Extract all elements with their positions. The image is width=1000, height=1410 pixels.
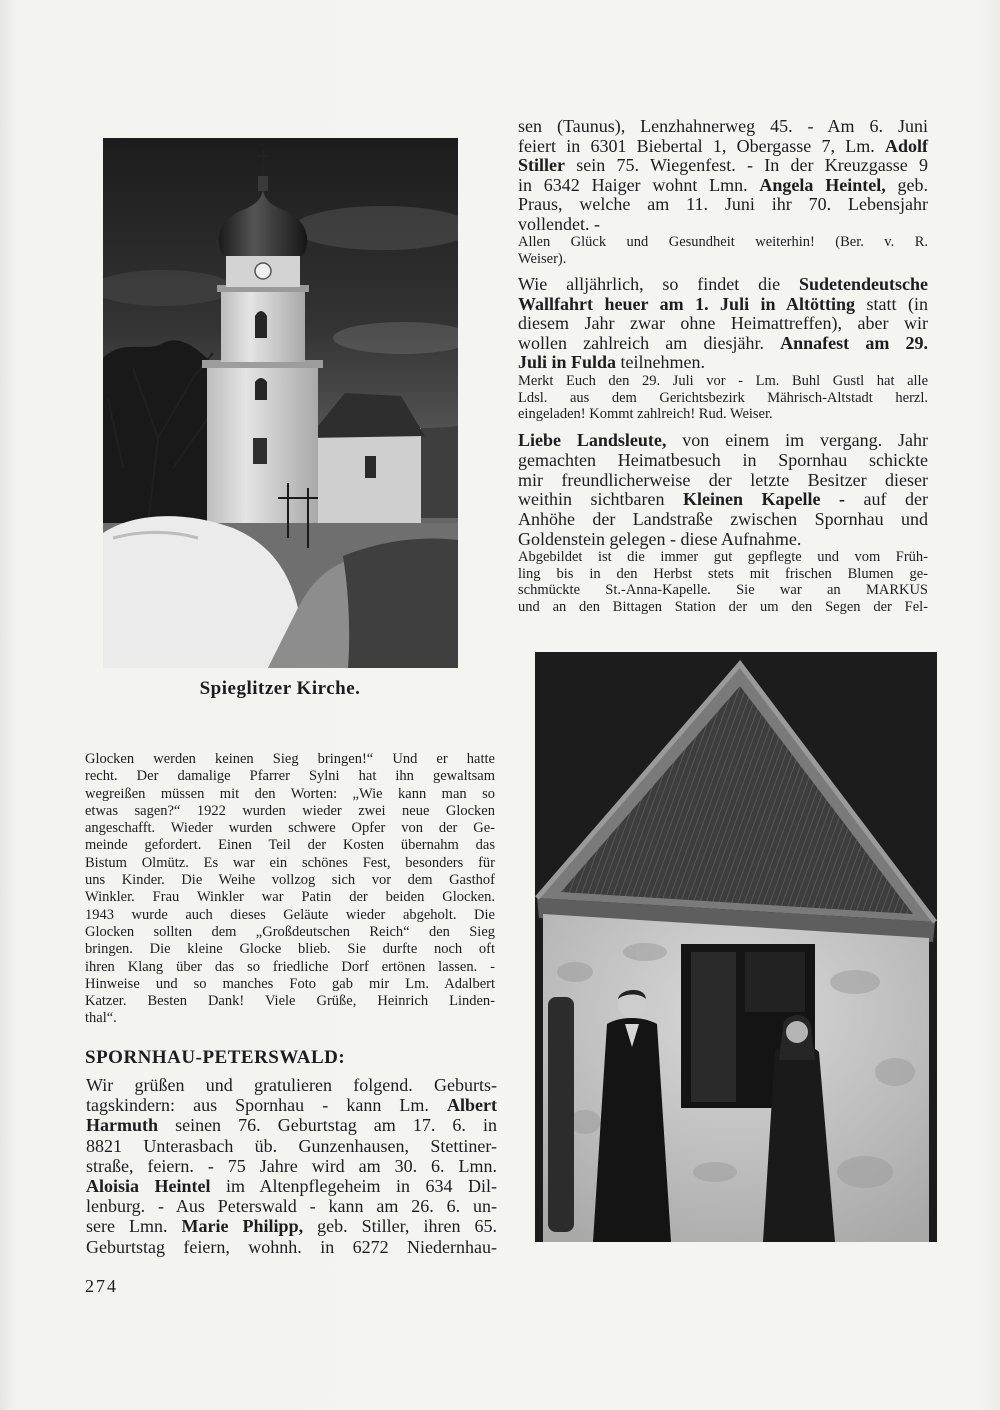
chapel-note <box>518 549 928 616</box>
text-line: straße, feiern. - 75 Jahre wird am 30. 6. Lmn. <box>86 1155 497 1176</box>
text-line <box>518 137 928 157</box>
text-line: Glocken sollten dem „Großdeutschen Reich“ den Sieg <box>85 923 495 940</box>
text-line: Anhöhe der Landstraße zwischen Spornhau und <box>518 509 928 530</box>
text-line: Glocken werden keinen Sieg bringen!“ Und er hatte <box>85 751 495 767</box>
text-line: mir freundlicherweise der letzte Besitzer dieser <box>518 469 928 490</box>
text-line: ling bis in den Herbst stets mit frischen Blumen ge- <box>518 565 928 582</box>
line-text: von einem im vergang. Jahr <box>666 430 928 450</box>
line-text: geb. Stiller, ihren 65. <box>303 1216 497 1237</box>
text-line: Ldsl. aus dem Gerichtsbezirk Mährisch-Altstadt herzl. <box>518 389 928 406</box>
bold-name: Aloisia Heintel <box>86 1176 211 1197</box>
line-text: teilnehmen. <box>616 352 706 373</box>
text-line <box>518 353 928 373</box>
pilgrimage-paragraph <box>518 275 928 373</box>
chapel-intro-paragraph <box>518 431 928 550</box>
text-line <box>86 1216 497 1236</box>
text-line: etwas sagen?“ 1922 wurden wieder zwei neue Glocken <box>85 802 495 819</box>
text-line <box>518 156 928 176</box>
clock-face <box>255 263 271 279</box>
text-line <box>518 275 928 295</box>
text-line: bringen. Die kleine Glocke blieb. Sie durfte noch oft <box>85 941 495 958</box>
birthdays-continued-paragraph <box>518 117 928 235</box>
text-line: Abgebildet ist die immer gut gepflegte und vom Früh- <box>518 549 928 565</box>
snow-foreground <box>103 516 458 668</box>
text-line: und an den Bittagen Station der um den Segen der Fel- <box>518 599 928 616</box>
text-line: Katzer. Besten Dank! Viele Grüße, Heinrich Linden- <box>85 993 495 1010</box>
bold-name: Angela Heintel, <box>759 174 886 195</box>
text-line <box>518 295 928 315</box>
line-text: in 6342 Haiger wohnt Lmn. <box>518 174 760 195</box>
text-line: Weiser). <box>518 250 567 267</box>
text-line <box>518 334 928 354</box>
text-line: Goldenstein gelegen - diese Aufnahme. <box>518 528 802 549</box>
line-text: sein 75. Wiegenfest. - In der Kreuzgasse 9 <box>565 155 928 176</box>
bold-name: Harmuth <box>86 1115 158 1136</box>
line-text: statt (in <box>855 293 928 314</box>
greeting-note <box>518 234 928 267</box>
text-line: eingeladen! Kommt zahlreich! Rud. Weiser. <box>518 406 773 423</box>
text-line: meinde gefordert. Einen Teil der Kosten übernahm das <box>85 837 495 854</box>
text-line: Merkt Euch den 29. Juli vor - Lm. Buhl Gustl hat alle <box>518 373 928 389</box>
bold-text: Liebe Landsleute, <box>518 430 667 450</box>
church-photo <box>103 138 458 668</box>
chapel-photo <box>535 652 937 1242</box>
text-line: schmückte St.-Anna-Kapelle. Sie war an MARKUS <box>518 582 928 599</box>
line-text: Wie alljährlich, so findet die <box>518 274 799 294</box>
text-line: Wir grüßen und gratulieren folgend. Geburts- <box>86 1075 497 1095</box>
pilgrimage-note <box>518 373 928 423</box>
foliage <box>548 997 574 1232</box>
text-line: vollendet. - <box>518 213 600 234</box>
text-line: angeschafft. Wieder wurden schwere Opfer von der Ge- <box>85 820 495 837</box>
text-line: Geburtstag feiern, wohnh. in 6272 Niedernhau- <box>86 1236 497 1257</box>
text-line: 1943 wurde auch dieses Geläute wieder abgeholt. Die <box>85 906 495 923</box>
text-line: Praus, welche am 11. Juni ihr 70. Lebensjahr <box>518 194 928 215</box>
line-text: auf der <box>845 489 928 510</box>
text-line <box>518 490 928 510</box>
line-text: tagskindern: aus Spornhau - kann Lm. <box>86 1095 448 1116</box>
bold-text: Annafest am 29. <box>780 332 928 353</box>
line-text: weithin sichtbaren <box>518 489 683 510</box>
text-line: Hinweise und so manches Foto gab mir Lm. Adalbert <box>85 975 495 992</box>
line-text: seinen 76. Geburtstag am 17. 6. in <box>158 1115 497 1136</box>
bold-text: Kleinen Kapelle - <box>682 489 845 510</box>
text-line <box>86 1095 497 1115</box>
text-line: gemachten Heimatbesuch in Spornhau schickte <box>518 449 928 470</box>
line-text: im Altenpflegeheim in 634 Dil- <box>210 1176 497 1197</box>
text-line: thal“. <box>85 1010 117 1027</box>
text-line: uns Kinder. Die Weihe vollzog sich vor dem Gasthof <box>85 872 495 889</box>
bold-text: Juli in Fulda <box>518 352 617 373</box>
line-text: sere Lmn. <box>86 1216 182 1237</box>
line-text: wollen zahlreich am diesjähr. <box>518 332 781 353</box>
bold-text: Sudetendeutsche <box>798 274 928 294</box>
birthdays-paragraph <box>86 1075 497 1257</box>
text-line: lenburg. - Aus Peterswald - kann am 26. 6. un- <box>86 1196 497 1217</box>
bold-text: Wallfahrt heuer am 1. Juli in Altötting <box>518 293 856 314</box>
line-text: feiert in 6301 Biebertal 1, Obergasse 7, Lm. <box>518 135 885 156</box>
text-line: Bistum Olmütz. Es war ein schönes Fest, besonders für <box>85 854 495 871</box>
text-line: diesem Jahr zwar ohne Heimattreffen), aber wir <box>518 313 928 334</box>
text-line <box>518 176 928 196</box>
church-photo-caption: Spieglitzer Kirche. <box>199 678 361 699</box>
text-line: Winkler. Frau Winkler war Patin der beiden Glocken. <box>85 889 495 906</box>
text-line: ihren Klang über das so friedliche Dorf ertönen lassen. - <box>85 958 495 975</box>
line-text: geb. <box>885 174 928 195</box>
text-line: recht. Der damalige Pfarrer Sylni hat ihn gewaltsam <box>85 768 495 785</box>
text-line: 8821 Unterasbach üb. Gunzenhausen, Stettiner- <box>86 1135 497 1156</box>
text-line <box>518 431 928 451</box>
text-line: Allen Glück und Gesundheit weiterhin! (Ber. v. R. <box>518 234 928 250</box>
bold-name: Adolf <box>884 135 928 156</box>
bold-name: Stiller <box>518 155 565 176</box>
text-line <box>86 1115 497 1135</box>
bold-name: Marie Philipp, <box>181 1216 304 1237</box>
bold-name: Albert <box>447 1095 497 1116</box>
bells-story-paragraph <box>85 751 495 1028</box>
text-line <box>86 1176 497 1196</box>
page-number: 274 <box>85 1276 118 1296</box>
section-heading: SPORNHAU-PETERSWALD: <box>85 1047 346 1068</box>
text-line: sen (Taunus), Lenzhahnerweg 45. - Am 6. Juni <box>518 116 928 136</box>
text-line: wegreißen müssen mit den Worten: „Wie kann man so <box>85 785 495 802</box>
